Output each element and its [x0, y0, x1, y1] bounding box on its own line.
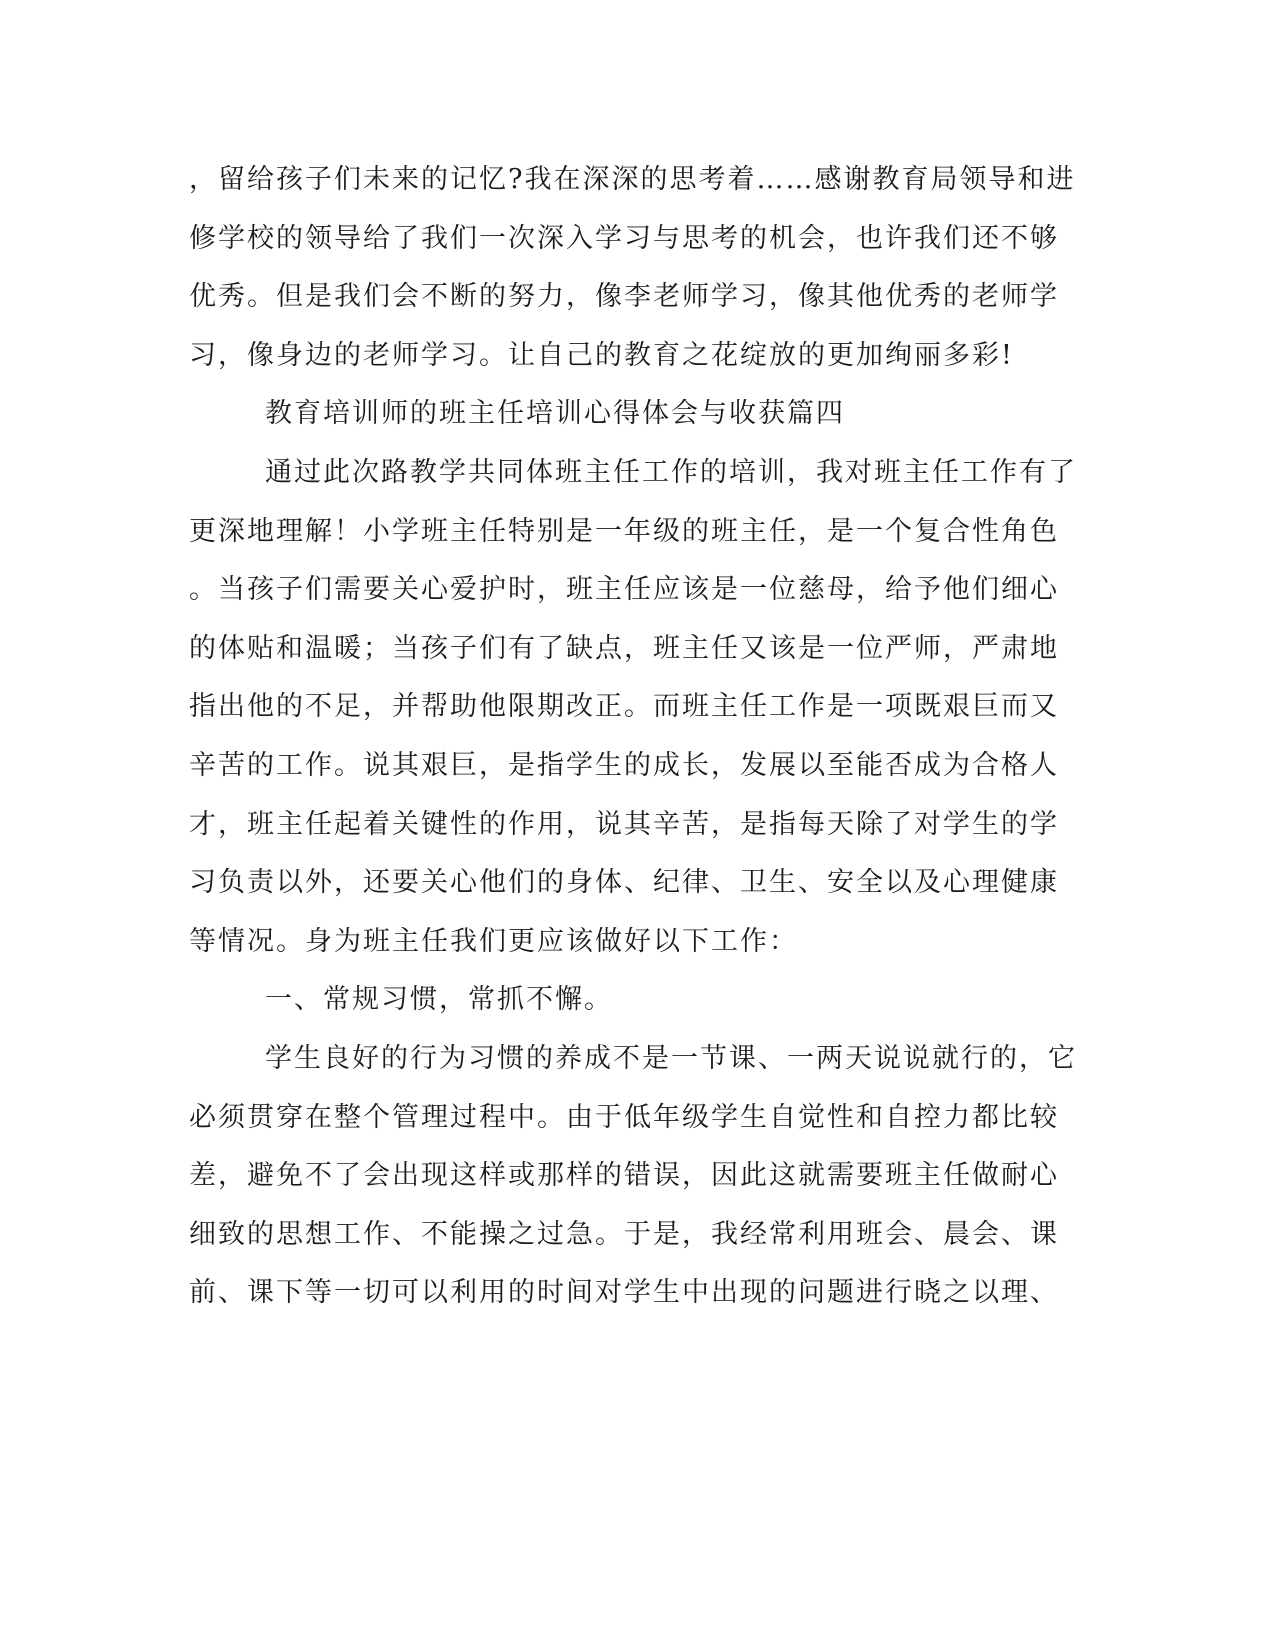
- text-line: 差，避免不了会出现这样或那样的错误，因此这就需要班主任做耐心: [189, 1160, 1059, 1192]
- text-line: 指出他的不足，并帮助他限期改正。而班主任工作是一项既艰巨而又: [189, 691, 1059, 723]
- text-line: 习负责以外，还要关心他们的身体、纪律、卫生、安全以及心理健康: [189, 867, 1059, 899]
- text-line: 习，像身边的老师学习。让自己的教育之花绽放的更加绚丽多彩!: [189, 339, 1014, 371]
- text-line: 修学校的领导给了我们一次深入学习与思考的机会，也许我们还不够: [189, 222, 1059, 254]
- text-line: 更深地理解！小学班主任特别是一年级的班主任，是一个复合性角色: [189, 515, 1059, 547]
- paragraph-first-line: 教育培训师的班主任培训心得体会与收获篇四: [265, 398, 845, 430]
- paragraph-first-line: 学生良好的行为习惯的养成不是一节课、一两天说说就行的，它: [265, 1043, 1077, 1074]
- text-line: 才，班主任起着关键性的作用，说其辛苦，是指每天除了对学生的学: [189, 808, 1059, 840]
- text-line: 。当孩子们需要关心爱护时，班主任应该是一位慈母，给予他们细心: [189, 574, 1059, 606]
- text-line: ，留给孩子们未来的记忆?我在深深的思考着……感谢教育局领导和进: [189, 164, 1076, 195]
- text-line: 必须贯穿在整个管理过程中。由于低年级学生自觉性和自控力都比较: [189, 1101, 1059, 1133]
- text-line: 辛苦的工作。说其艰巨，是指学生的成长，发展以至能否成为合格人: [189, 750, 1059, 781]
- text-line: 前、课下等一切可以利用的时间对学生中出现的问题进行晓之以理、: [189, 1277, 1059, 1309]
- text-line: 细致的思想工作、不能操之过急。于是，我经常利用班会、晨会、课: [189, 1218, 1059, 1250]
- paragraph-first-line: 通过此次路教学共同体班主任工作的培训，我对班主任工作有了: [265, 457, 1077, 488]
- text-line: 等情况。身为班主任我们更应该做好以下工作：: [189, 925, 798, 957]
- paragraph-first-line: 一、常规习惯，常抓不懈。: [265, 984, 613, 1016]
- text-line: 优秀。但是我们会不断的努力，像李老师学习，像其他优秀的老师学: [189, 281, 1059, 313]
- text-line: 的体贴和温暖；当孩子们有了缺点，班主任又该是一位严师，严肃地: [189, 632, 1059, 664]
